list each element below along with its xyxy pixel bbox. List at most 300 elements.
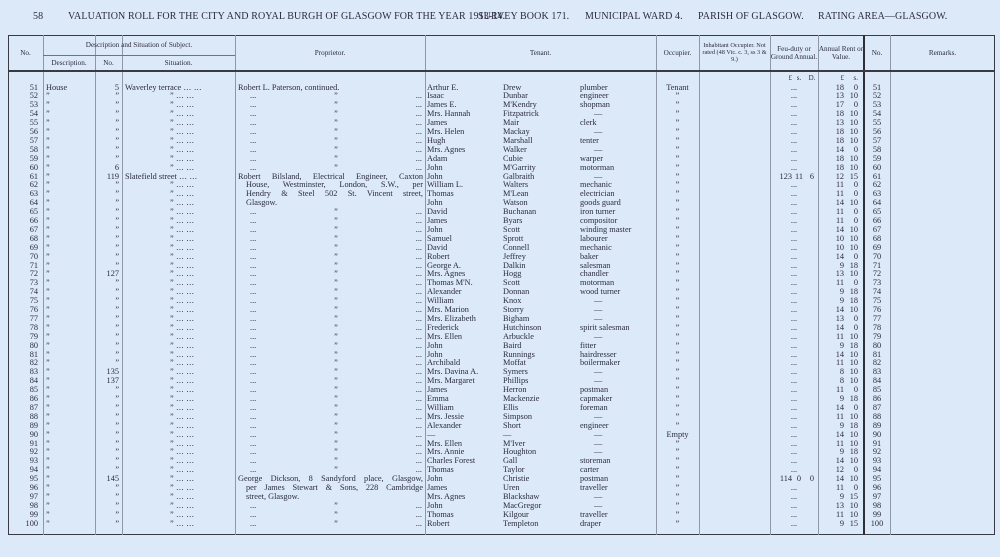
description: ” xyxy=(46,358,50,368)
rent-shillings: 10 xyxy=(849,376,858,386)
rent-pounds: 14 xyxy=(835,322,844,332)
tenant-occupation: — xyxy=(594,411,603,421)
feu-empty-dots: ... xyxy=(790,456,798,466)
leader-dots: ... xyxy=(250,144,257,154)
ditto-mark: ” xyxy=(334,349,338,359)
rent-pounds: 18 xyxy=(835,109,844,119)
unit-rent-shillings: s. xyxy=(853,74,858,82)
rent-pounds: 9 xyxy=(839,287,844,297)
house-number: 119 xyxy=(106,171,119,181)
rent-shillings: 10 xyxy=(849,500,858,510)
ditto-mark: ” xyxy=(334,118,338,128)
tenant-first-name: John xyxy=(427,224,443,234)
table-row xyxy=(0,456,1000,465)
row-number: 98 xyxy=(29,500,38,510)
ditto-mark: ” xyxy=(334,376,338,386)
proprietor: Robert L. Paterson, continued. xyxy=(238,82,340,92)
occupier: ” xyxy=(675,251,680,261)
occupier: ” xyxy=(675,367,680,377)
tenant-surname: Symers xyxy=(503,367,528,377)
feu-empty-dots: ... xyxy=(790,260,798,270)
tenant-first-name: Alexander xyxy=(427,287,462,297)
row-number-right: 52 xyxy=(872,91,882,101)
rent-shillings: 0 xyxy=(853,278,858,288)
feu-empty-dots: ... xyxy=(790,180,798,190)
rent-shillings: 0 xyxy=(853,322,858,332)
occupier: ” xyxy=(675,260,680,270)
house-number: ” xyxy=(115,322,119,332)
description: ” xyxy=(46,109,50,119)
rent-shillings: 15 xyxy=(849,491,858,501)
tenant-surname: Galbraith xyxy=(503,171,535,181)
tenant-first-name: Thomas xyxy=(427,189,454,199)
rent-shillings: 10 xyxy=(849,269,858,279)
tenant-first-name: Mrs. Davina A. xyxy=(427,367,479,377)
row-number: 59 xyxy=(29,153,38,163)
feu-empty-dots: ... xyxy=(790,385,798,395)
description: ” xyxy=(46,402,50,412)
house-number: 6 xyxy=(114,162,119,172)
leader-dots: ... xyxy=(415,402,422,412)
proprietor: per James Stewart & Sons, 228 Cambridge xyxy=(246,483,423,492)
row-number-right: 66 xyxy=(872,216,882,225)
description: ” xyxy=(46,305,50,314)
tenant-occupation: engineer xyxy=(580,420,609,430)
tenant-surname: Storry xyxy=(503,305,524,314)
proprietor-ditto xyxy=(250,154,422,163)
rent-shillings: 0 xyxy=(853,207,858,217)
table-row xyxy=(0,412,1000,421)
rent-pounds: 9 xyxy=(839,447,844,457)
leader-dots: ... xyxy=(415,438,422,448)
feu-empty-dots: ... xyxy=(790,438,798,448)
row-number-right: 98 xyxy=(872,500,882,510)
col-tenant: Tenant. xyxy=(529,48,552,57)
feu-empty-dots: ... xyxy=(790,144,798,154)
tenant-occupation: — xyxy=(594,313,603,323)
house-number: ” xyxy=(115,411,119,421)
ditto-mark: ” xyxy=(334,207,338,217)
ditto-mark: ” xyxy=(334,269,338,279)
leader-dots: ... xyxy=(250,402,257,412)
row-number: 70 xyxy=(29,251,38,261)
leader-dots: ... xyxy=(250,322,257,332)
row-number: 57 xyxy=(29,135,38,145)
row-number: 83 xyxy=(29,367,38,377)
row-number: 84 xyxy=(29,376,38,386)
leader-dots: ... xyxy=(250,153,257,163)
tenant-first-name: James xyxy=(427,118,448,128)
house-number: ” xyxy=(115,100,119,110)
leader-dots: ... xyxy=(250,358,257,368)
tenant-surname: Walters xyxy=(503,180,529,190)
feu-empty-dots: ... xyxy=(790,376,798,386)
row-number-right: 75 xyxy=(872,296,882,306)
ditto-mark: ” xyxy=(334,109,338,119)
row-number-right: 68 xyxy=(872,233,882,243)
row-number-right: 96 xyxy=(872,483,882,492)
description: ” xyxy=(46,233,50,243)
row-number-right: 80 xyxy=(872,340,882,350)
ditto-mark: ” xyxy=(334,100,338,110)
table-row xyxy=(0,394,1000,403)
table-row xyxy=(0,403,1000,412)
tenant-first-name: Mrs. Hannah xyxy=(427,109,471,119)
tenant-occupation: traveller xyxy=(580,509,608,519)
proprietor-ditto xyxy=(250,403,422,412)
leader-dots: ... xyxy=(415,278,422,288)
table-row xyxy=(0,341,1000,350)
tenant-surname: Mair xyxy=(503,118,520,128)
leader-dots: ... xyxy=(250,429,257,439)
rent-shillings: 18 xyxy=(849,394,858,403)
leader-dots: ... xyxy=(415,358,422,368)
table-row xyxy=(0,376,1000,385)
tenant-surname: Moffat xyxy=(503,358,526,368)
row-number: 66 xyxy=(29,216,38,225)
rent-pounds: 14 xyxy=(835,251,844,261)
row-number-right: 99 xyxy=(872,509,882,519)
proprietor-ditto xyxy=(250,261,422,270)
rent-shillings: 15 xyxy=(849,518,858,528)
proprietor-ditto xyxy=(250,376,422,385)
rent-pounds: 11 xyxy=(836,358,844,368)
ditto-mark: ” xyxy=(334,385,338,395)
row-number-right: 67 xyxy=(872,224,882,234)
tenant-surname: M'Iver xyxy=(503,438,526,448)
rent-pounds: 9 xyxy=(839,260,844,270)
leader-dots: ... xyxy=(250,278,257,288)
house-number: ” xyxy=(115,251,119,261)
leader-dots: ... xyxy=(415,500,422,510)
occupier: ” xyxy=(675,491,680,501)
proprietor-ditto xyxy=(250,305,422,314)
feu-empty-dots: ... xyxy=(790,402,798,412)
house-number: ” xyxy=(115,91,119,101)
table-row xyxy=(0,323,1000,332)
rent-shillings: 0 xyxy=(853,100,858,110)
leader-dots: ... xyxy=(250,376,257,386)
description: ” xyxy=(46,189,50,199)
tenant-occupation: — xyxy=(594,296,603,306)
description: ” xyxy=(46,367,50,377)
ditto-mark: ” xyxy=(334,233,338,243)
table-row xyxy=(0,314,1000,323)
description: ” xyxy=(46,207,50,217)
proprietor-ditto xyxy=(250,243,422,252)
feu-shillings: 0 xyxy=(796,474,802,484)
rent-pounds: 18 xyxy=(835,82,844,92)
rent-pounds: 13 xyxy=(835,500,844,510)
row-number-right: 53 xyxy=(872,100,882,110)
house-number: 137 xyxy=(106,376,119,386)
row-number: 90 xyxy=(29,429,38,439)
tenant-first-name: Robert xyxy=(427,251,450,261)
row-number: 87 xyxy=(29,402,38,412)
situation: ” ... xyxy=(125,261,235,270)
leader-dots: ... xyxy=(250,340,257,350)
leader-dots: ... xyxy=(415,118,422,128)
feu-empty-dots: ... xyxy=(790,233,798,243)
row-number-right: 84 xyxy=(872,376,882,386)
row-number-right: 69 xyxy=(872,242,882,252)
tenant-surname: Christie xyxy=(503,474,530,484)
proprietor-ditto xyxy=(250,367,422,376)
leader-dots: ... xyxy=(415,340,422,350)
description: ” xyxy=(46,491,50,501)
tenant-surname: Connell xyxy=(503,242,530,252)
situation: ” ... xyxy=(125,91,235,100)
rent-pounds: 9 xyxy=(839,491,844,501)
tenant-surname: Taylor xyxy=(503,465,525,475)
rent-shillings: 18 xyxy=(849,447,858,457)
occupier: ” xyxy=(675,153,680,163)
row-number-right: 64 xyxy=(872,198,882,208)
row-number-right: 56 xyxy=(872,127,882,136)
table-row xyxy=(0,83,1000,92)
house-number: ” xyxy=(115,189,119,199)
row-number: 60 xyxy=(29,162,38,172)
ditto-mark: ” xyxy=(334,340,338,350)
house-number: ” xyxy=(115,402,119,412)
proprietor-ditto xyxy=(250,394,422,403)
rent-pounds: 13 xyxy=(835,91,844,101)
situation: ” ... xyxy=(125,341,235,350)
rent-pounds: 11 xyxy=(836,278,844,288)
leader-dots: ... xyxy=(415,305,422,314)
tenant-surname: Mackenzie xyxy=(503,394,540,403)
rent-pounds: 9 xyxy=(839,420,844,430)
row-number: 88 xyxy=(29,411,38,421)
leader-dots: ... xyxy=(250,438,257,448)
situation: ” ... xyxy=(125,243,235,252)
rent-pounds: 14 xyxy=(835,305,844,314)
rent-pounds: 12 xyxy=(835,171,844,181)
description: ” xyxy=(46,500,50,510)
row-number-right: 89 xyxy=(872,420,882,430)
leader-dots: ... xyxy=(415,127,422,136)
row-number: 62 xyxy=(29,180,38,190)
situation: ” ... xyxy=(125,376,235,385)
rent-shillings: 10 xyxy=(849,358,858,368)
rent-shillings: 10 xyxy=(849,198,858,208)
feu-empty-dots: ... xyxy=(790,305,798,314)
house-number: ” xyxy=(115,180,119,190)
tenant-first-name: John xyxy=(427,171,443,181)
row-number: 55 xyxy=(29,118,38,128)
table-row xyxy=(0,127,1000,136)
row-number: 89 xyxy=(29,420,38,430)
occupier: ” xyxy=(675,358,680,368)
tenant-surname: Jeffrey xyxy=(503,251,526,261)
feu-empty-dots: ... xyxy=(790,162,798,172)
row-number-right: 63 xyxy=(872,189,882,199)
row-number-right: 59 xyxy=(872,153,882,163)
row-number-right: 79 xyxy=(872,331,882,341)
tenant-occupation: compositor xyxy=(580,216,618,225)
col-desc-group: Description and Situation of Subject. xyxy=(85,41,193,49)
tenant-occupation: — xyxy=(594,171,603,181)
feu-empty-dots: ... xyxy=(790,251,798,261)
leader-dots: ... xyxy=(415,269,422,279)
tenant-first-name: Mrs. Ellen xyxy=(427,331,463,341)
tenant-occupation: spirit salesman xyxy=(580,322,630,332)
rent-pounds: 14 xyxy=(835,144,844,154)
row-number: 85 xyxy=(29,385,38,395)
house-number: ” xyxy=(115,153,119,163)
rent-pounds: 13 xyxy=(835,313,844,323)
situation: ” ... xyxy=(125,394,235,403)
situation: ” ... xyxy=(125,492,235,501)
tenant-occupation: — xyxy=(594,144,603,154)
row-number: 71 xyxy=(29,260,38,270)
house-number: ” xyxy=(115,456,119,466)
col-inhabitant: Inhabitant Occupier. Not rated (48 Vic. c. 3, ss 3 & 9.) xyxy=(702,42,767,63)
tenant-surname: Bigham xyxy=(503,313,530,323)
tenant-first-name: Robert xyxy=(427,518,450,528)
table-row xyxy=(0,332,1000,341)
table-row xyxy=(0,243,1000,252)
rent-pounds: 11 xyxy=(836,189,844,199)
description: ” xyxy=(46,447,50,457)
table-row xyxy=(0,118,1000,127)
proprietor: Glasgow. xyxy=(246,198,278,208)
rent-shillings: 10 xyxy=(849,91,858,101)
rent-pounds: 11 xyxy=(836,331,844,341)
row-number-right: 86 xyxy=(872,394,882,403)
tenant-first-name: Mrs. Agnes xyxy=(427,491,466,501)
tenant-occupation: goods guard xyxy=(580,198,621,208)
tenant-surname: Marshall xyxy=(503,135,533,145)
description: ” xyxy=(46,242,50,252)
description: ” xyxy=(46,278,50,288)
tenant-first-name: John xyxy=(427,198,443,208)
ditto-mark: ” xyxy=(334,135,338,145)
description: ” xyxy=(46,331,50,341)
tenant-first-name: — xyxy=(427,429,436,439)
rent-pounds: 18 xyxy=(835,135,844,145)
house-number: ” xyxy=(115,349,119,359)
rent-shillings: 10 xyxy=(849,162,858,172)
feu-empty-dots: ... xyxy=(790,278,798,288)
tenant-first-name: Charles Forest xyxy=(427,456,476,466)
house-number: ” xyxy=(115,313,119,323)
description: ” xyxy=(46,394,50,403)
table-row xyxy=(0,430,1000,439)
house-number: ” xyxy=(115,447,119,457)
municipal-ward: MUNICIPAL WARD 4. xyxy=(585,11,683,22)
tenant-occupation: wood turner xyxy=(580,287,621,297)
occupier: ” xyxy=(675,296,680,306)
description: ” xyxy=(46,100,50,110)
leader-dots: ... xyxy=(250,91,257,101)
table-row xyxy=(0,447,1000,456)
table-row xyxy=(0,216,1000,225)
occupier: ” xyxy=(675,402,680,412)
proprietor-ditto xyxy=(250,91,422,100)
leader-dots: ... xyxy=(415,509,422,519)
leader-dots: ... xyxy=(250,109,257,119)
proprietor-ditto xyxy=(250,163,422,172)
rent-pounds: 8 xyxy=(839,367,844,377)
rent-shillings: 10 xyxy=(849,127,858,136)
house-number: ” xyxy=(115,509,119,519)
col-proprietor: Proprietor. xyxy=(314,48,346,57)
situation: ” ... xyxy=(125,358,235,367)
rent-shillings: 18 xyxy=(849,296,858,306)
tenant-surname: Gall xyxy=(503,456,518,466)
table-row xyxy=(0,163,1000,172)
tenant-surname: Hogg xyxy=(503,269,522,279)
tenant-occupation: labourer xyxy=(580,233,608,243)
leader-dots: ... xyxy=(415,287,422,297)
proprietor-ditto xyxy=(250,269,422,278)
row-number: 51 xyxy=(29,82,38,92)
tenant-surname: Runnings xyxy=(503,349,535,359)
table-row xyxy=(0,145,1000,154)
row-number: 78 xyxy=(29,322,38,332)
table-row xyxy=(0,385,1000,394)
tenant-occupation: fitter xyxy=(580,340,597,350)
rent-shillings: 10 xyxy=(849,242,858,252)
leader-dots: ... xyxy=(250,251,257,261)
rent-shillings: 10 xyxy=(849,233,858,243)
col-remarks: Remarks. xyxy=(928,48,957,57)
rent-pounds: 18 xyxy=(835,162,844,172)
row-number-right: 100 xyxy=(870,518,884,528)
proprietor-ditto xyxy=(250,421,422,430)
feu-empty-dots: ... xyxy=(790,269,798,279)
feu-empty-dots: ... xyxy=(790,109,798,119)
table-row xyxy=(0,483,1000,492)
feu-empty-dots: ... xyxy=(790,189,798,199)
feu-empty-dots: ... xyxy=(790,127,798,136)
tenant-occupation: — xyxy=(594,429,603,439)
leader-dots: ... xyxy=(415,411,422,421)
rent-pounds: 14 xyxy=(835,402,844,412)
ditto-mark: ” xyxy=(334,429,338,439)
occupier: ” xyxy=(675,376,680,386)
tenant-occupation: traveller xyxy=(580,483,608,492)
col-situation: Situation. xyxy=(164,58,193,67)
occupier: ” xyxy=(675,474,680,484)
tenant-first-name: Hugh xyxy=(427,135,446,145)
proprietor-ditto xyxy=(250,207,422,216)
house-number: ” xyxy=(115,198,119,208)
tenant-first-name: James xyxy=(427,216,448,225)
row-number: 74 xyxy=(29,287,38,297)
tenant-surname: Watson xyxy=(503,198,528,208)
table-row xyxy=(0,350,1000,359)
situation: ” ... xyxy=(125,465,235,474)
description: ” xyxy=(46,216,50,225)
situation: ” ... xyxy=(125,447,235,456)
situation: ” ... xyxy=(125,421,235,430)
table-row xyxy=(0,421,1000,430)
leader-dots: ... xyxy=(250,224,257,234)
situation: ” ... xyxy=(125,412,235,421)
occupier: ” xyxy=(675,483,680,492)
ditto-mark: ” xyxy=(334,358,338,368)
situation: ” ... xyxy=(125,367,235,376)
tenant-occupation: — xyxy=(594,491,603,501)
col-no-right: No. xyxy=(871,48,883,57)
proprietor-ditto xyxy=(250,412,422,421)
occupier: ” xyxy=(675,278,680,288)
tenant-surname: Short xyxy=(503,420,521,430)
rent-shillings: 18 xyxy=(849,287,858,297)
row-number-right: 62 xyxy=(872,180,882,190)
